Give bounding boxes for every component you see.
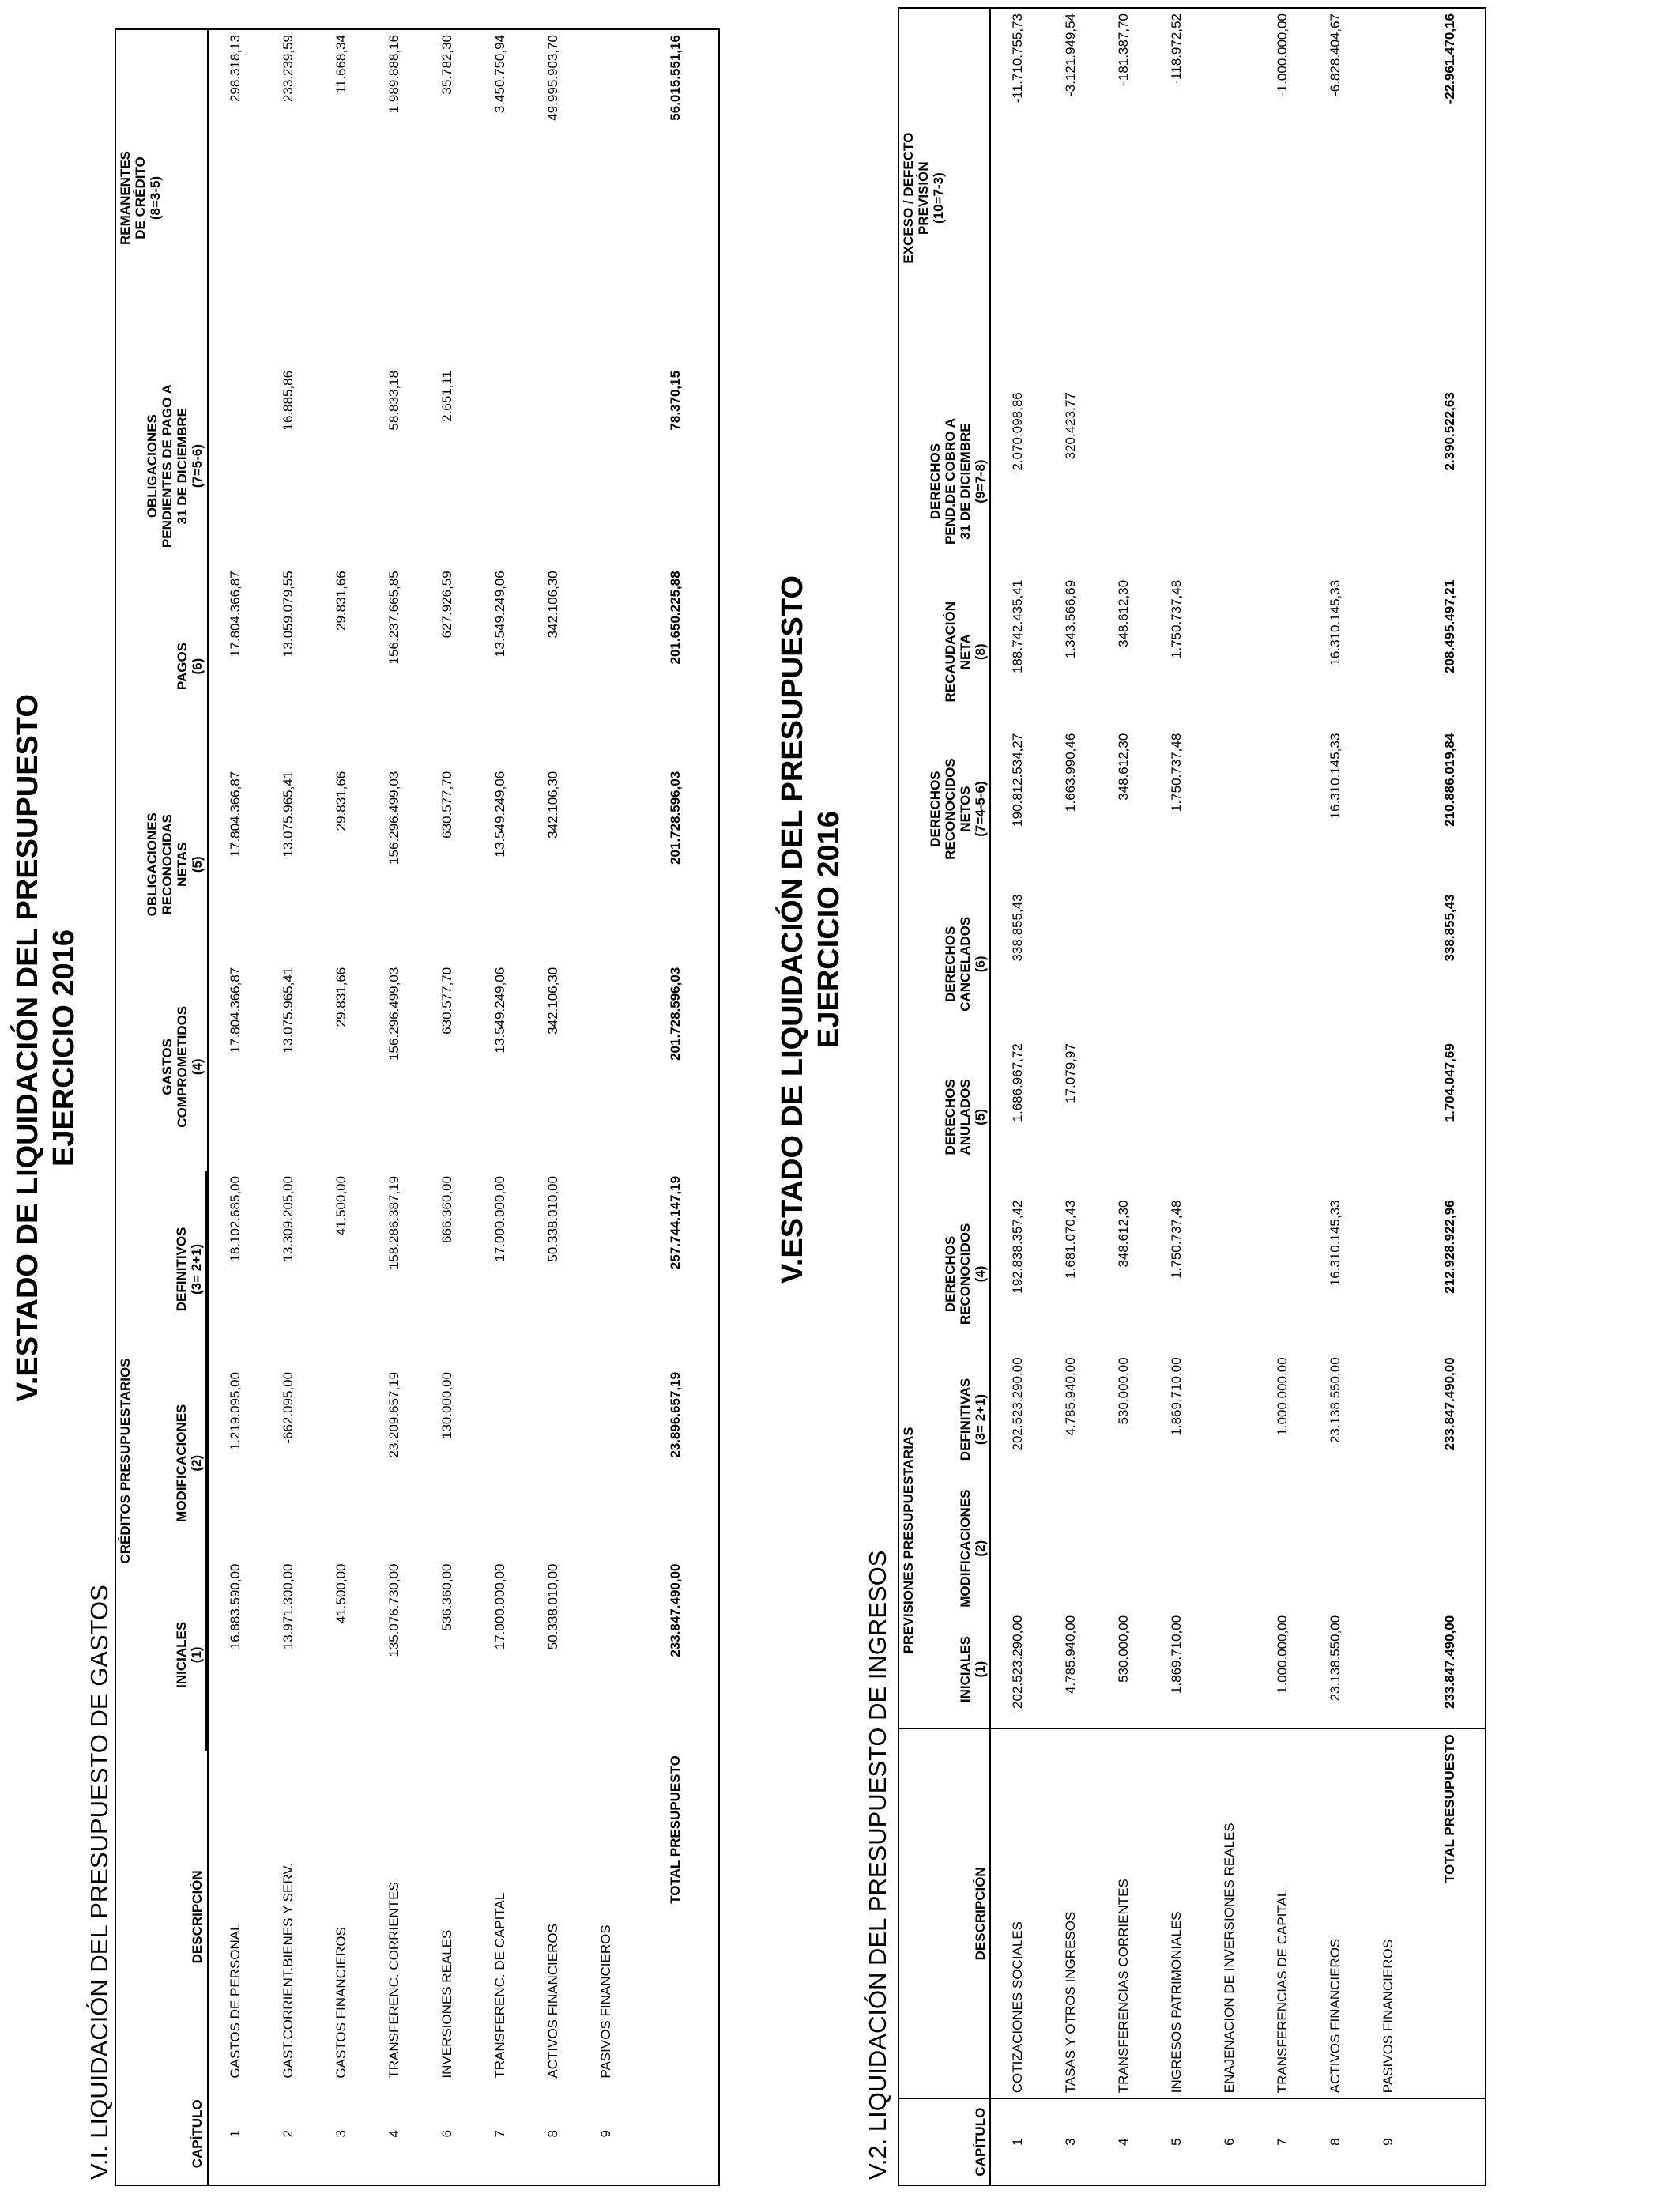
cell-anulados xyxy=(1097,1039,1150,1195)
col-rem-num: (8=3-5) xyxy=(148,175,163,221)
table-row xyxy=(473,29,526,2185)
cell-definitivas: 1.869.710,00 xyxy=(1168,1357,1184,1436)
total-obligaciones: 201.728.596,03 xyxy=(667,771,683,865)
col-modificaciones-num: (2) xyxy=(189,1454,204,1472)
cell-obligaciones: 342.106,30 xyxy=(544,771,560,839)
cell-capitulo: 9 xyxy=(597,2130,613,2138)
cell-capitulo: 8 xyxy=(1309,2098,1362,2185)
cell-netos xyxy=(1256,729,1309,890)
col-descripcion: DESCRIPCIÓN xyxy=(898,1728,989,2098)
table-row xyxy=(990,8,1044,2185)
cell-capitulo: 4 xyxy=(386,2130,401,2138)
cell-modificaciones xyxy=(315,1367,367,1559)
cell-descripcion: TRANSFERENCIAS DE CAPITAL xyxy=(1256,1728,1309,2098)
cell-obligaciones xyxy=(579,767,632,963)
col-pend-line3: 31 DE DICIEMBRE xyxy=(175,407,190,525)
group-creditos: CRÉDITOS PRESUPUESTARIOS xyxy=(118,1358,133,1564)
cell-iniciales: 530.000,00 xyxy=(1115,1615,1131,1683)
col-obl-line2: RECONOCIDAS xyxy=(160,813,175,915)
total-exceso: -22.961.470,16 xyxy=(1441,13,1457,104)
col-pen-line3: 31 DE DICIEMBRE xyxy=(958,423,973,540)
col-derechos-reconocidos xyxy=(898,1196,989,1353)
cell-recaudacion: 1.750.737,48 xyxy=(1168,579,1184,659)
cell-obligaciones: 13.075.965,41 xyxy=(280,771,296,858)
cell-definitivas xyxy=(1203,1352,1256,1486)
cell-capitulo: 6 xyxy=(1203,2098,1256,2185)
col-pendientes-pago xyxy=(115,366,206,566)
col-net-line1: DERECHOS xyxy=(928,771,943,847)
col-definitivas xyxy=(932,1352,989,1486)
cell-netos: 190.812.534,27 xyxy=(1009,733,1025,827)
ingresos-subtitle: V.2. LIQUIDACIÓN DEL PRESUPUESTO DE INGRESOS xyxy=(864,1550,891,2180)
cell-pagos: 29.831,66 xyxy=(333,571,348,631)
cell-pagos: 156.237.665,85 xyxy=(386,571,401,665)
cell-reconocidos: 1.750.737,48 xyxy=(1168,1200,1184,1279)
cell-pendientes: 320.423,77 xyxy=(1062,392,1078,460)
ingresos-title-line2: EJERCICIO 2016 xyxy=(812,811,846,1048)
cell-anulados xyxy=(1203,1039,1256,1195)
cell-comprometidos: 342.106,30 xyxy=(544,967,560,1035)
table-row xyxy=(262,29,315,2185)
total-iniciales: 233.847.490,00 xyxy=(1441,1615,1457,1709)
cell-remanentes: 298.318,13 xyxy=(227,35,243,103)
cell-capitulo: 3 xyxy=(1044,2098,1097,2185)
table-row xyxy=(1309,8,1362,2185)
cell-cancelados xyxy=(1097,889,1150,1039)
table-row xyxy=(1203,8,1256,2185)
col-pagos xyxy=(115,566,206,766)
cell-obligaciones: 17.804.366,87 xyxy=(227,771,243,858)
cell-modificaciones xyxy=(1203,1487,1256,1611)
total-recaudacion: 208.495.497,21 xyxy=(1441,579,1457,673)
cell-reconocidos: 348.612,30 xyxy=(1115,1200,1131,1268)
col-remanentes xyxy=(115,29,206,366)
total-pagos: 201.650.225,88 xyxy=(667,571,683,665)
cell-descripcion: ACTIVOS FINANCIEROS xyxy=(544,1924,560,2079)
cell-anulados xyxy=(1309,1039,1362,1195)
col-iniciales xyxy=(932,1611,989,1729)
col-iniciales-num: (1) xyxy=(973,1661,988,1678)
cell-remanentes: 233.239,59 xyxy=(280,35,296,103)
col-pagos-label: PAGOS xyxy=(175,642,190,691)
cell-descripcion: PASIVOS FINANCIEROS xyxy=(597,1924,613,2079)
cell-netos: 16.310.145,33 xyxy=(1327,733,1343,820)
cell-recaudacion xyxy=(1362,575,1414,729)
cell-recaudacion xyxy=(1203,575,1256,729)
gastos-title-line1: V.ESTADO DE LIQUIDACIÓN DEL PRESUPUESTO xyxy=(11,694,44,1402)
cell-iniciales xyxy=(1203,1611,1256,1729)
cell-iniciales: 4.785.940,00 xyxy=(1062,1615,1078,1695)
ingresos-title xyxy=(774,495,847,1364)
cell-capitulo: 6 xyxy=(439,2130,454,2138)
cell-netos: 348.612,30 xyxy=(1115,733,1131,801)
col-iniciales-num: (1) xyxy=(189,1646,204,1664)
cell-iniciales xyxy=(579,1559,632,1751)
cell-anulados: 1.686.967,72 xyxy=(1009,1043,1025,1122)
cell-definitivas: 530.000,00 xyxy=(1115,1357,1131,1425)
table-row xyxy=(1362,8,1414,2185)
col-derechos-anulados xyxy=(898,1039,989,1195)
total-modificaciones: 23.896.657,19 xyxy=(667,1371,683,1458)
cell-comprometidos: 29.831,66 xyxy=(333,967,348,1027)
total-row xyxy=(632,29,719,2185)
cell-iniciales: 41.500,00 xyxy=(333,1563,348,1624)
cell-pagos xyxy=(579,566,632,766)
total-netos: 210.886.019,84 xyxy=(1441,733,1457,827)
col-rec-num: (4) xyxy=(973,1265,988,1283)
cell-modificaciones xyxy=(579,1367,632,1559)
cell-comprometidos xyxy=(579,963,632,1171)
cell-iniciales: 23.138.550,00 xyxy=(1327,1615,1343,1702)
col-derechos-netos xyxy=(898,729,989,890)
table-row xyxy=(208,29,262,2185)
col-definitivos xyxy=(148,1171,206,1367)
group-previsiones: PREVISIONES PRESUPUESTARIAS xyxy=(901,1427,916,1654)
cell-reconocidos xyxy=(1203,1196,1256,1353)
cell-pendientes xyxy=(1256,387,1309,575)
col-modificaciones-label: MODIFICACIONES xyxy=(958,1489,973,1608)
col-definitivos-num: (3= 2+1) xyxy=(189,1243,204,1295)
cell-descripcion: INVERSIONES REALES xyxy=(439,1929,454,2079)
cell-modificaciones: 130.000,00 xyxy=(439,1371,454,1439)
col-net-num: (7=4-5-6) xyxy=(973,781,988,837)
col-iniciales-label: INICIALES xyxy=(174,1621,189,1688)
cell-comprometidos: 630.577,70 xyxy=(439,967,454,1035)
cell-anulados xyxy=(1150,1039,1203,1195)
cell-definitivos: 158.286.387,19 xyxy=(386,1175,401,1270)
cell-definitivas: 1.000.000,00 xyxy=(1274,1357,1290,1436)
table-row xyxy=(526,29,579,2185)
cell-pendientes xyxy=(526,366,579,566)
cell-netos xyxy=(1203,729,1256,890)
total-iniciales: 233.847.490,00 xyxy=(667,1563,683,1657)
cell-pagos: 17.804.366,87 xyxy=(227,571,243,658)
cell-anulados xyxy=(1362,1039,1414,1195)
col-pen-line1: DERECHOS xyxy=(928,443,943,520)
col-descripcion: DESCRIPCIÓN xyxy=(190,1870,205,1964)
col-can-num: (6) xyxy=(973,956,988,973)
col-pagos-num: (6) xyxy=(190,658,205,675)
col-obl-line1: OBLIGACIONES xyxy=(145,812,160,917)
col-can-line1: DERECHOS xyxy=(943,925,958,1002)
cell-pendientes: 2.070.098,86 xyxy=(1009,392,1025,471)
cell-capitulo: 7 xyxy=(1256,2098,1309,2185)
total-label: TOTAL PRESUPUESTO xyxy=(1414,1728,1486,2098)
cell-pendientes xyxy=(579,366,632,566)
cell-exceso: -118.972,52 xyxy=(1168,13,1184,85)
cell-capitulo: 3 xyxy=(333,2130,348,2138)
col-pend-num: (7=5-6) xyxy=(190,444,205,488)
total-definitivas: 233.847.490,00 xyxy=(1441,1357,1457,1451)
col-pen-line2: PEND.DE COBRO A xyxy=(943,418,958,545)
cell-cancelados xyxy=(1256,889,1309,1039)
cell-definitivos: 18.102.685,00 xyxy=(227,1175,243,1262)
cell-reconocidos xyxy=(1362,1196,1414,1353)
cell-reconocidos: 1.681.070,43 xyxy=(1062,1200,1078,1279)
col-pend-line1: OBLIGACIONES xyxy=(145,414,160,518)
cell-exceso xyxy=(1203,8,1256,387)
total-remanentes: 56.015.551,16 xyxy=(667,35,683,121)
col-pend-line2: PENDIENTES DE PAGO A xyxy=(160,384,175,548)
gastos-title-line2: EJERCICIO 2016 xyxy=(47,929,81,1167)
cell-reconocidos: 192.838.357,42 xyxy=(1009,1200,1025,1294)
col-pen-num: (9=7-8) xyxy=(973,459,988,503)
table-row xyxy=(1097,8,1150,2185)
cell-definitivos: 41.500,00 xyxy=(333,1175,348,1236)
cell-pagos: 627.926,59 xyxy=(439,571,454,639)
cell-comprometidos: 17.804.366,87 xyxy=(227,967,243,1054)
cell-iniciales: 17.000.000,00 xyxy=(492,1563,507,1650)
table-row xyxy=(315,29,367,2185)
cell-pendientes xyxy=(208,366,262,566)
col-anu-line1: DERECHOS xyxy=(943,1079,958,1155)
col-rcd-line2: NETA xyxy=(958,634,973,670)
cell-remanentes: 49.995.903,70 xyxy=(544,35,560,121)
cell-descripcion: GASTOS DE PERSONAL xyxy=(227,1923,243,2079)
cell-descripcion: GAST.CORRIENT.BIENES Y SERV. xyxy=(280,1863,296,2079)
table-row xyxy=(579,29,632,2185)
cell-capitulo: 7 xyxy=(492,2130,507,2138)
col-definitivas-num: (3= 2+1) xyxy=(973,1393,988,1446)
col-recaudacion-neta xyxy=(898,575,989,729)
cell-capitulo: 2 xyxy=(280,2130,296,2138)
gastos-title xyxy=(9,613,82,1483)
cell-capitulo: 4 xyxy=(1097,2098,1150,2185)
cell-cancelados xyxy=(1362,889,1414,1039)
cell-netos: 1.663.990,46 xyxy=(1062,733,1078,812)
cell-capitulo: 8 xyxy=(544,2130,560,2138)
col-rcd-num: (8) xyxy=(973,643,988,661)
cell-obligaciones: 630.577,70 xyxy=(439,771,454,839)
cell-pendientes xyxy=(1309,387,1362,575)
col-gastos-comprometidos xyxy=(115,963,206,1171)
cell-comprometidos: 13.075.965,41 xyxy=(280,967,296,1054)
cell-modificaciones xyxy=(1256,1487,1309,1611)
cell-exceso xyxy=(1362,8,1414,387)
cell-pendientes xyxy=(1097,387,1150,575)
cell-modificaciones xyxy=(526,1367,579,1559)
cell-capitulo: 1 xyxy=(227,2130,243,2138)
col-iniciales xyxy=(148,1559,206,1751)
col-rcd-line1: RECAUDACIÓN xyxy=(943,601,958,703)
cell-pendientes: 58.833,18 xyxy=(386,370,401,431)
total-label: TOTAL PRESUPUESTO xyxy=(667,1755,683,1904)
cell-pendientes: 16.885,86 xyxy=(280,370,296,431)
cell-netos xyxy=(1362,729,1414,890)
cell-modificaciones xyxy=(1362,1487,1414,1611)
cell-iniciales: 1.869.710,00 xyxy=(1168,1615,1184,1695)
cell-exceso: -1.000.000,00 xyxy=(1274,13,1290,96)
cell-anulados: 17.079,97 xyxy=(1062,1043,1078,1103)
col-modificaciones xyxy=(932,1487,989,1611)
cell-modificaciones xyxy=(1150,1487,1203,1611)
cell-obligaciones: 29.831,66 xyxy=(333,771,348,831)
col-exc-num: (10=7-3) xyxy=(931,172,946,224)
cell-descripcion: COTIZACIONES SOCIALES xyxy=(990,1728,1044,2098)
cell-remanentes: 1.989.888,16 xyxy=(386,35,401,114)
col-modificaciones-num: (2) xyxy=(973,1540,988,1557)
col-comprometidos-label: COMPROMETIDOS xyxy=(175,1005,190,1128)
col-comprometidos-num: (4) xyxy=(190,1058,205,1076)
col-obligaciones-netas xyxy=(115,767,206,963)
cell-definitivos: 17.000.000,00 xyxy=(492,1175,507,1262)
col-obl-line3: NETAS xyxy=(175,842,190,887)
col-capitulo: CAPÍTULO xyxy=(190,2099,205,2169)
col-rem-line2: DE CRÉDITO xyxy=(133,156,148,239)
cell-descripcion: GASTOS FINANCIEROS xyxy=(333,1927,348,2079)
total-pendientes: 78.370,15 xyxy=(667,370,683,431)
cell-exceso: -11.710.755,73 xyxy=(1009,13,1025,104)
cell-modificaciones xyxy=(473,1367,526,1559)
col-rem-line1: REMANENTES xyxy=(118,150,133,245)
cell-descripcion: ENAJENACION DE INVERSIONES REALES xyxy=(1203,1728,1256,2098)
cell-netos: 1.750.737,48 xyxy=(1168,733,1184,812)
ingresos-table xyxy=(898,7,1486,2186)
cell-modificaciones: 1.219.095,00 xyxy=(227,1371,243,1451)
col-anu-num: (5) xyxy=(973,1108,988,1125)
cell-comprometidos: 156.296.499,03 xyxy=(386,967,401,1061)
col-modificaciones xyxy=(148,1367,206,1559)
total-row xyxy=(1414,8,1486,2185)
cell-recaudacion: 16.310.145,33 xyxy=(1327,579,1343,666)
col-derechos-cancelados xyxy=(898,889,989,1039)
cell-definitivos xyxy=(579,1171,632,1367)
cell-descripcion: PASIVOS FINANCIEROS xyxy=(1362,1728,1414,2098)
cell-pagos: 13.059.079,55 xyxy=(280,571,296,658)
col-exceso-defecto xyxy=(898,8,989,387)
cell-iniciales: 1.000.000,00 xyxy=(1274,1615,1290,1695)
total-comprometidos: 201.728.596,03 xyxy=(667,967,683,1061)
cell-modificaciones xyxy=(1097,1487,1150,1611)
cell-iniciales: 13.971.300,00 xyxy=(280,1563,296,1650)
col-capitulo: CAPÍTULO xyxy=(898,2098,989,2185)
cell-capitulo: 9 xyxy=(1362,2098,1414,2185)
cell-modificaciones: 23.209.657,19 xyxy=(386,1371,401,1458)
cell-iniciales: 202.523.290,00 xyxy=(1009,1615,1025,1709)
cell-pendientes xyxy=(1203,387,1256,575)
cell-reconocidos: 16.310.145,33 xyxy=(1327,1200,1343,1287)
cell-modificaciones xyxy=(1044,1487,1097,1611)
cell-pendientes: 2.651,11 xyxy=(439,370,454,422)
cell-obligaciones: 156.296.499,03 xyxy=(386,771,401,865)
col-obl-num: (5) xyxy=(190,856,205,873)
col-modificaciones-label: MODIFICACIONES xyxy=(174,1404,189,1522)
cell-obligaciones: 13.549.249,06 xyxy=(492,771,507,858)
cell-definitivas: 4.785.940,00 xyxy=(1062,1357,1078,1436)
cell-pagos: 342.106,30 xyxy=(544,571,560,639)
cell-definitivas: 202.523.290,00 xyxy=(1009,1357,1025,1451)
cell-pendientes xyxy=(315,366,367,566)
col-gastos-label: GASTOS xyxy=(160,1039,175,1095)
cell-modificaciones: -662.095,00 xyxy=(280,1371,296,1444)
ingresos-title-line1: V.ESTADO DE LIQUIDACIÓN DEL PRESUPUESTO xyxy=(776,575,809,1284)
cell-descripcion: INGRESOS PATRIMONIALES xyxy=(1150,1728,1203,2098)
cell-definitivos: 666.360,00 xyxy=(439,1175,454,1243)
cell-iniciales xyxy=(1362,1611,1414,1729)
cell-cancelados xyxy=(1150,889,1203,1039)
cell-iniciales: 536.360,00 xyxy=(439,1563,454,1631)
table-row xyxy=(1044,8,1097,2185)
table-row xyxy=(1256,8,1309,2185)
cell-comprometidos: 13.549.249,06 xyxy=(492,967,507,1054)
cell-modificaciones xyxy=(990,1487,1044,1611)
cell-definitivos: 50.338.010,00 xyxy=(544,1175,560,1262)
cell-pagos: 13.549.249,06 xyxy=(492,571,507,658)
cell-descripcion: TASAS Y OTROS INGRESOS xyxy=(1044,1728,1097,2098)
cell-pendientes xyxy=(1150,387,1203,575)
cell-recaudacion: 348.612,30 xyxy=(1115,579,1131,647)
cell-capitulo: 1 xyxy=(990,2098,1044,2185)
cell-descripcion: TRANSFERENC. DE CAPITAL xyxy=(492,1892,507,2079)
total-anulados: 1.704.047,69 xyxy=(1441,1043,1457,1122)
cell-remanentes: 35.782,30 xyxy=(439,35,454,95)
cell-exceso: -3.121.949,54 xyxy=(1062,13,1078,96)
total-definitivos: 257.744.147,19 xyxy=(667,1175,683,1270)
cell-recaudacion: 1.343.566,69 xyxy=(1062,579,1078,659)
col-exc-line1: EXCESO / DEFECTO xyxy=(901,132,916,264)
cell-definitivas: 23.138.550,00 xyxy=(1327,1357,1343,1444)
cell-descripcion: TRANSFERENC. CORRIENTES xyxy=(386,1882,401,2079)
cell-iniciales: 50.338.010,00 xyxy=(544,1563,560,1650)
cell-iniciales: 16.883.590,00 xyxy=(227,1563,243,1650)
col-rec-line2: RECONOCIDOS xyxy=(958,1223,973,1325)
table-row xyxy=(1150,8,1203,2185)
gastos-table xyxy=(115,28,720,2186)
col-definitivas-label: DEFINITIVAS xyxy=(958,1378,973,1461)
cell-modificaciones xyxy=(1309,1487,1362,1611)
cell-recaudacion: 188.742.435,41 xyxy=(1009,579,1025,673)
cell-cancelados xyxy=(1044,889,1097,1039)
cell-remanentes xyxy=(579,29,632,366)
cell-definitivas xyxy=(1362,1352,1414,1486)
cell-capitulo: 5 xyxy=(1150,2098,1203,2185)
gastos-subtitle: V.I. LIQUIDACIÓN DEL PRESUPUESTO DE GASTOS xyxy=(85,1585,113,2180)
total-cancelados: 338.855,43 xyxy=(1441,894,1457,962)
cell-pendientes xyxy=(473,366,526,566)
col-pendientes-cobro xyxy=(898,387,989,575)
col-definitivos-label: DEFINITIVOS xyxy=(174,1227,189,1312)
cell-recaudacion xyxy=(1256,575,1309,729)
table-row xyxy=(420,29,473,2185)
cell-pendientes xyxy=(1362,387,1414,575)
col-can-line2: CANCELADOS xyxy=(958,916,973,1012)
col-net-line2: RECONOCIDOS xyxy=(943,758,958,860)
cell-remanentes: 11.668,34 xyxy=(333,35,348,94)
cell-exceso: -6.828.404,67 xyxy=(1327,13,1343,96)
table-row xyxy=(367,29,420,2185)
cell-descripcion: ACTIVOS FINANCIEROS xyxy=(1309,1728,1362,2098)
total-pendientes: 2.390.522,63 xyxy=(1441,392,1457,471)
cell-exceso: -181.387,70 xyxy=(1115,13,1131,85)
cell-iniciales: 135.076.730,00 xyxy=(386,1563,401,1657)
cell-descripcion: TRANSFERENCIAS CORRIENTES xyxy=(1097,1728,1150,2098)
col-exc-line2: PREVISIÓN xyxy=(916,161,931,235)
col-net-line3: NETOS xyxy=(958,786,973,832)
cell-remanentes: 3.450.750,94 xyxy=(492,35,507,114)
cell-cancelados xyxy=(1309,889,1362,1039)
col-rec-line1: DERECHOS xyxy=(943,1235,958,1313)
cell-anulados xyxy=(1256,1039,1309,1195)
cell-cancelados xyxy=(1203,889,1256,1039)
cell-definitivos: 13.309.205,00 xyxy=(280,1175,296,1262)
cell-cancelados: 338.855,43 xyxy=(1009,894,1025,962)
total-modificaciones xyxy=(1414,1487,1486,1611)
total-reconocidos: 212.928.922,96 xyxy=(1441,1200,1457,1294)
col-anu-line2: ANULADOS xyxy=(958,1079,973,1155)
col-iniciales-label: INICIALES xyxy=(958,1636,973,1703)
cell-reconocidos xyxy=(1256,1196,1309,1353)
